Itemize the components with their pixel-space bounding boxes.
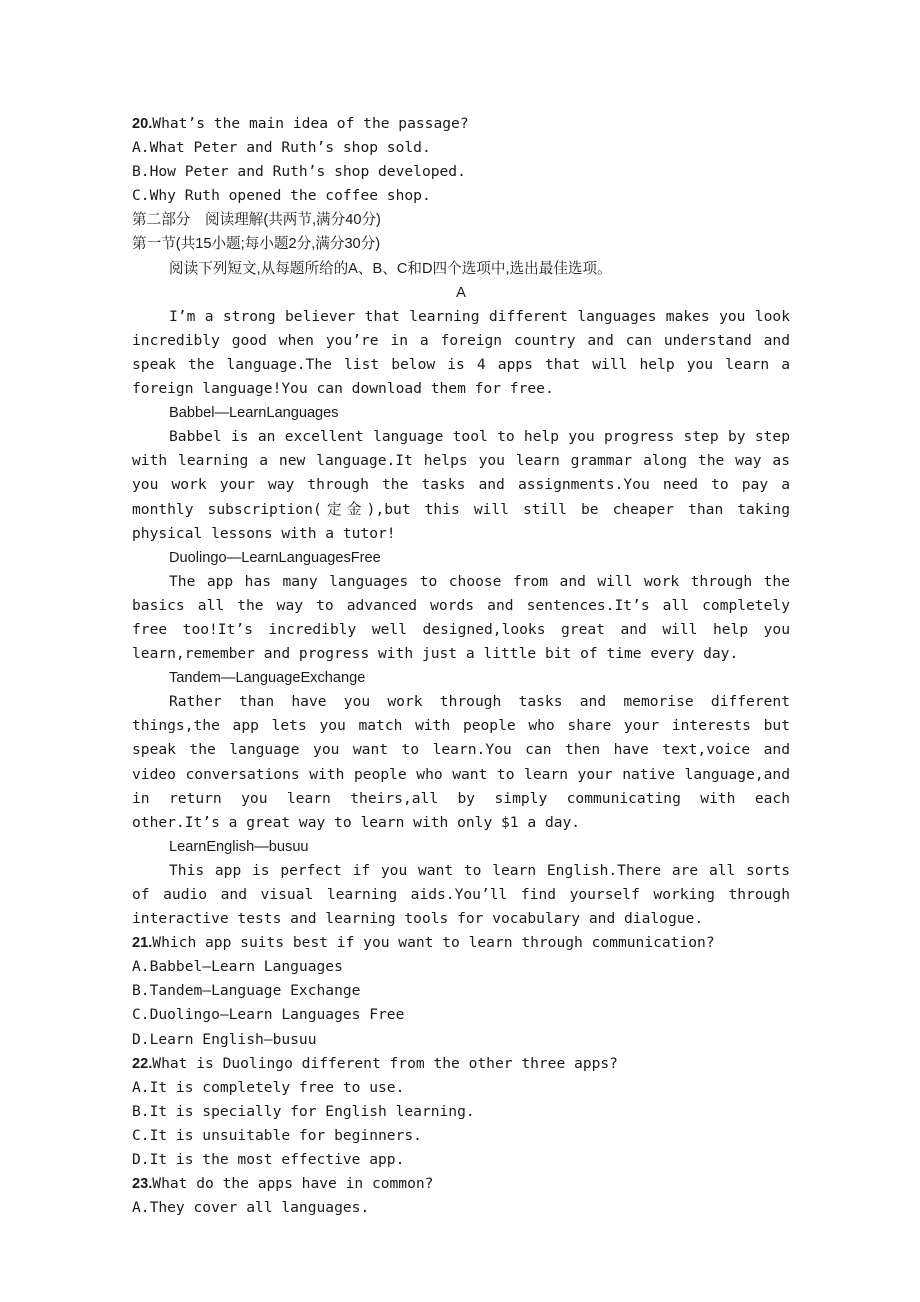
passage-label: A xyxy=(456,284,466,301)
app-title: Duolingo—LearnLanguagesFree xyxy=(169,549,381,566)
option-b: B.It is specially for English learning. xyxy=(132,1102,475,1120)
question-23 xyxy=(132,1172,790,1220)
app-description: The app has many languages to choose from and will work through the basics all the way to advanced words and sentences.It’s all completely free too!It’s incredibly well designed,looks great and will help you learn,remember and progress with just a little bit of time every day. xyxy=(132,572,790,663)
option-c: C.Why Ruth opened the coffee shop. xyxy=(132,187,431,205)
option-a: A.What Peter and Ruth’s shop sold. xyxy=(132,139,431,157)
passage-intro: I’m a strong believer that learning different languages makes you look incredibly good when you’re in a foreign country and can understand and speak the language.The list below is 4 apps that will help you learn a foreign language!You can download them for free. xyxy=(132,307,790,398)
part-heading: 第二部分 阅读理解(共两节,满分40分) xyxy=(132,212,381,229)
app-title: Babbel—LearnLanguages xyxy=(169,405,339,422)
question-text: What is Duolingo different from the other three apps? xyxy=(152,1054,618,1072)
option-a: A.They cover all languages. xyxy=(132,1199,370,1217)
app-description: Babbel is an excellent language tool to help you progress step by step with learning a new language.It helps you learn grammar along the way as you work your way through the tasks and assignments.You need to pay a monthly subscription(定金),but this will still be cheaper than taking physical lessons with a tutor! xyxy=(132,428,790,542)
app-section-duolingo xyxy=(132,546,790,666)
option-b: B.How Peter and Ruth’s shop developed. xyxy=(132,163,466,181)
question-text: What’s the main idea of the passage? xyxy=(152,115,469,132)
option-a: A.Babbel—Learn Languages xyxy=(132,958,343,976)
question-stem xyxy=(132,1052,790,1076)
question-number: 20. xyxy=(132,116,153,132)
option-c: C.Duolingo—Learn Languages Free xyxy=(132,1006,405,1024)
option-c: C.It is unsuitable for beginners. xyxy=(132,1126,422,1144)
app-section-babbel xyxy=(132,401,790,546)
app-section-tandem xyxy=(132,666,790,835)
question-text: Which app suits best if you want to learn through communication? xyxy=(152,934,715,952)
question-stem xyxy=(132,112,790,136)
app-section-busuu xyxy=(132,835,790,931)
question-number: 23. xyxy=(132,1176,153,1193)
question-stem xyxy=(132,931,790,955)
question-number: 21. xyxy=(132,935,153,952)
app-description: This app is perfect if you want to learn English.There are all sorts of audio and visual learning aids.You’ll find yourself working through interactive tests and learning tools for vocabulary and dialogue. xyxy=(132,861,790,928)
option-d: D.Learn English—busuu xyxy=(132,1030,317,1048)
option-d: D.It is the most effective app. xyxy=(132,1151,405,1169)
app-description: Rather than have you work through tasks and memorise different things,the app lets you match with people who share your interests but speak the language you want to learn.You can then have text,voice and video conversations with people who want to learn your native language,and in return you learn theirs,all by simply communicating with each other.It’s a great way to learn with only $1 a day. xyxy=(132,693,790,831)
app-title: Tandem—LanguageExchange xyxy=(169,670,366,687)
option-a: A.It is completely free to use. xyxy=(132,1078,405,1096)
app-title: LearnEnglish—busuu xyxy=(169,838,309,855)
question-22 xyxy=(132,1052,790,1172)
section-heading: 第一节(共15小题;每小题2分,满分30分) xyxy=(132,236,381,253)
question-20 xyxy=(132,112,790,208)
question-stem xyxy=(132,1172,790,1196)
question-number: 22. xyxy=(132,1055,153,1072)
question-21 xyxy=(132,931,790,1051)
instructions: 阅读下列短文,从每题所给的A、B、C和D四个选项中,选出最佳选项。 xyxy=(169,260,612,277)
option-b: B.Tandem—Language Exchange xyxy=(132,982,361,1000)
question-text: What do the apps have in common? xyxy=(152,1175,434,1193)
